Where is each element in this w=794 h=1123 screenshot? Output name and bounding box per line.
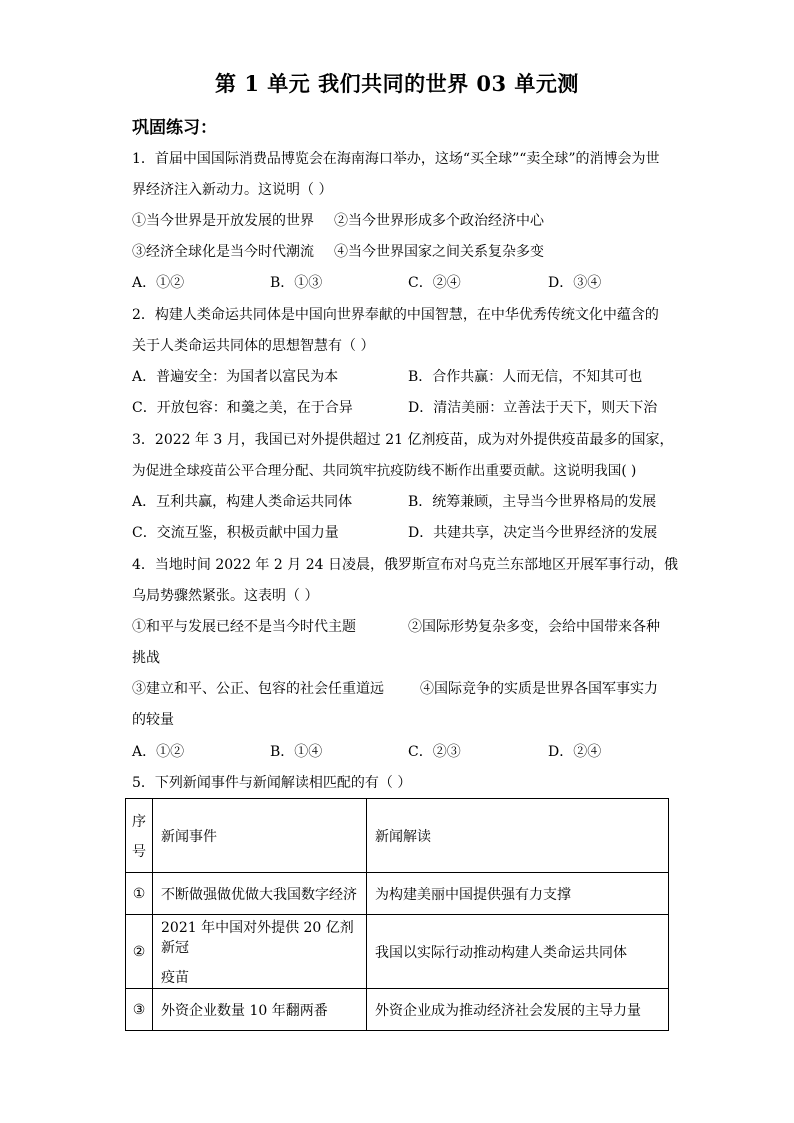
q3-option-b: B．统筹兼顾，主导当今世界格局的发展: [408, 494, 657, 510]
q2-option-a: A．普遍安全：为国者以富民为本: [132, 369, 339, 385]
q2-option-c: C．开放包容：和羹之美，在于合异: [132, 400, 353, 416]
table-row: [126, 989, 669, 1031]
q1-statement-1: ①当今世界是开放发展的世界: [132, 213, 314, 229]
row-number: ①: [126, 873, 153, 915]
q3-option-a: A．互利共赢，构建人类命运共同体: [132, 494, 353, 510]
q1-stem-line-1: 1．首届中国国际消费品博览会在海南海口举办，这场“买全球”“卖全球”的消博会为世: [132, 151, 660, 167]
row-reading: 我国以实际行动推动构建人类命运共同体: [367, 915, 669, 989]
q1-statement-3: ③经济全球化是当今时代潮流: [132, 244, 314, 260]
q4-statement-1: ①和平与发展已经不是当今时代主题: [132, 619, 356, 635]
row-event: 外资企业数量 10 年翻两番: [153, 989, 367, 1031]
q3-option-d: D．共建共享，决定当今世界经济的发展: [408, 525, 658, 541]
row-event: [153, 915, 367, 989]
header-number-line-1: 序: [132, 813, 146, 830]
q2-stem-line-2: 关于人类命运共同体的思想智慧有（ ）: [132, 338, 375, 354]
row-number: ②: [126, 915, 153, 989]
q1-stem-line-2: 界经济注入新动力。这说明（ ）: [132, 182, 333, 198]
q1-option-a: A．①②: [132, 275, 185, 291]
header-event: 新闻事件: [153, 799, 367, 873]
q1-statement-2: ②当今世界形成多个政治经济中心: [334, 213, 544, 229]
header-number-line-2: 号: [132, 843, 146, 860]
q4-statement-2-cont: 挑战: [132, 650, 160, 666]
q5-stem: 5．下列新闻事件与新闻解读相匹配的有（ ）: [132, 775, 412, 791]
q4-option-a: A．①②: [132, 744, 185, 760]
row-event-line-2: 疫苗: [161, 969, 189, 986]
table-row: [126, 873, 669, 915]
q2-stem-line-1: 2．构建人类命运共同体是中国向世界奉献的中国智慧，在中华优秀传统文化中蕴含的: [132, 307, 659, 323]
q4-statement-4-cont: 的较量: [132, 712, 174, 728]
q4-option-b: B．①④: [270, 744, 323, 760]
q4-statement-2: ②国际形势复杂多变，会给中国带来各种: [408, 619, 660, 635]
q4-option-d: D．②④: [548, 744, 602, 760]
q2-option-d: D．清洁美丽：立善法于天下，则天下治: [408, 400, 658, 416]
row-reading: 为构建美丽中国提供强有力支撑: [367, 873, 669, 915]
page-title: 第 1 单元 我们共同的世界 03 单元测: [215, 71, 579, 96]
q1-option-b: B．①③: [270, 275, 323, 291]
row-event-line-1: 2021 年中国对外提供 20 亿剂新冠: [161, 919, 354, 956]
q3-stem-line-1: 3．2022 年 3 月，我国已对外提供超过 21 亿剂疫苗，成为对外提供疫苗最多的国家，: [132, 432, 674, 448]
q4-statement-4: ④国际竞争的实质是世界各国军事实力: [420, 681, 658, 697]
q2-option-b: B．合作共赢：人而无信，不知其可也: [408, 369, 643, 385]
q4-statement-3: ③建立和平、公正、包容的社会任重道远: [132, 681, 384, 697]
table-row: [126, 915, 669, 989]
q1-option-d: D．③④: [548, 275, 602, 291]
q4-option-c: C．②③: [408, 744, 461, 760]
table-header-row: [126, 799, 669, 873]
header-reading: 新闻解读: [367, 799, 669, 873]
row-reading: 外资企业成为推动经济社会发展的主导力量: [367, 989, 669, 1031]
row-number: ③: [126, 989, 153, 1031]
q3-option-c: C．交流互鉴，积极贡献中国力量: [132, 525, 339, 541]
header-number: [126, 799, 153, 873]
row-event: 不断做强做优做大我国数字经济: [153, 873, 367, 915]
q3-stem-line-2: 为促进全球疫苗公平合理分配、共同筑牢抗疫防线不断作出重要贡献。这说明我国( ): [132, 463, 637, 479]
news-table: [125, 798, 669, 1031]
q1-statement-4: ④当今世界国家之间关系复杂多变: [334, 244, 544, 260]
q4-stem-line-1: 4．当地时间 2022 年 2 月 24 日凌晨，俄罗斯宣布对乌克兰东部地区开展军事行动，俄: [132, 557, 678, 573]
section-heading: 巩固练习：: [132, 118, 217, 138]
q1-option-c: C．②④: [408, 275, 461, 291]
q4-stem-line-2: 乌局势骤然紧张。这表明（ ）: [132, 588, 319, 604]
